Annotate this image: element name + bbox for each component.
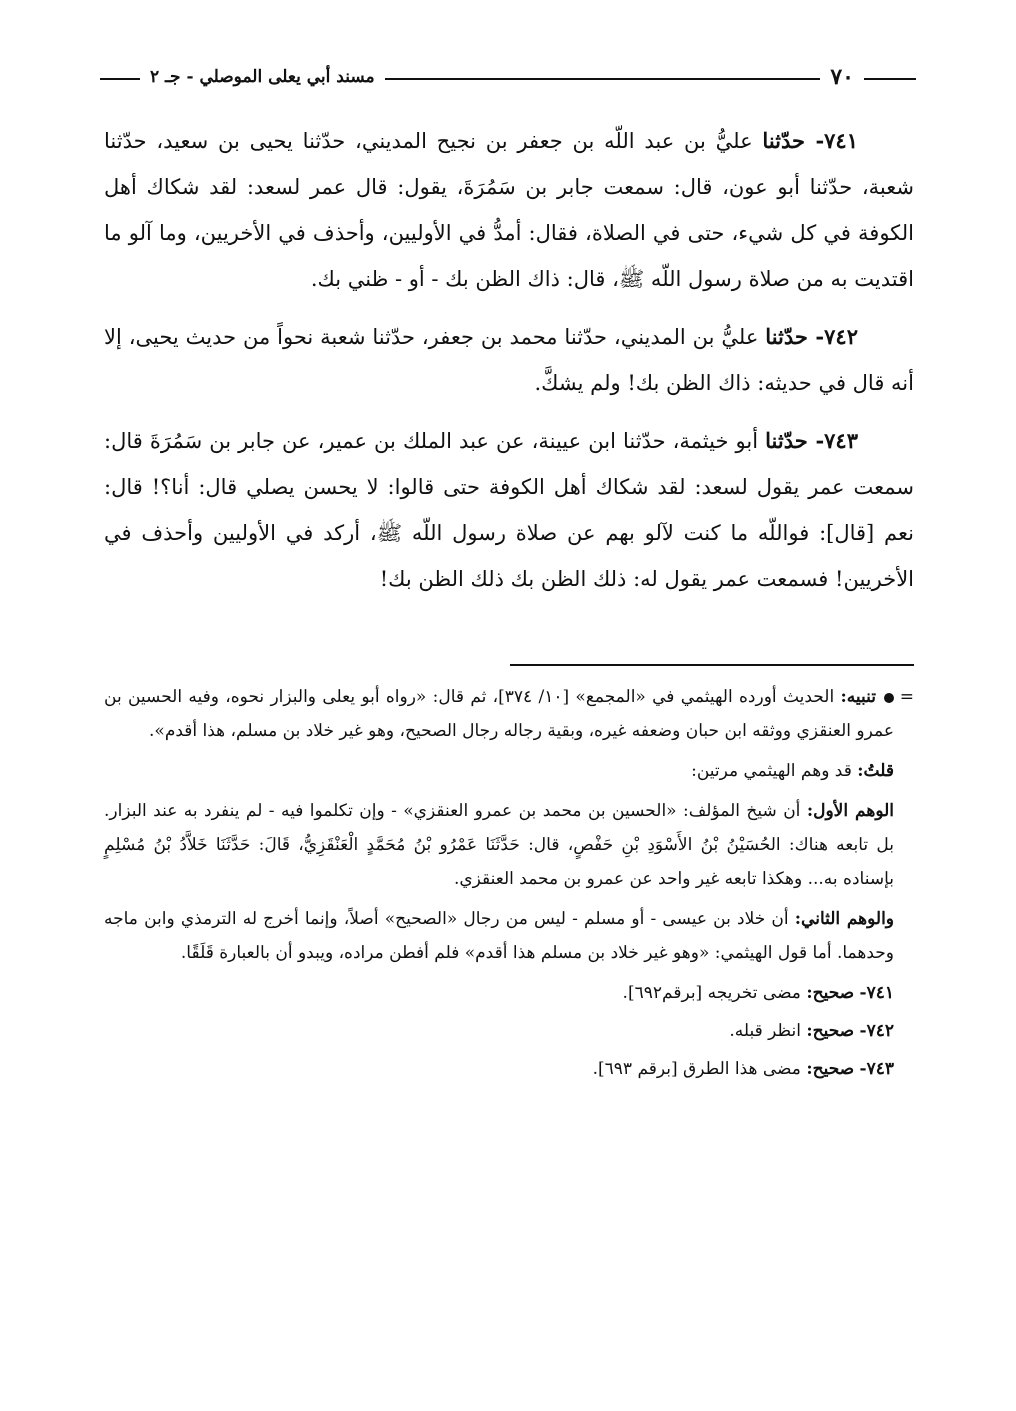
tanbih-text: الحديث أورده الهيثمي في «المجمع» [١٠/ ٣٧٤]، ثم قال: «رواه أبو يعلى والبزار نحوه، وفيه الحسين بن عمرو العنقزي ووثقه ابن حبان وضعفه غيره، وبقية رجاله رجال الصحيح، وهو غير خلاد بن مسلم، هذا أقدم». xyxy=(104,687,894,741)
grade-label: صحيح: xyxy=(806,1059,855,1079)
grade-number: ٧٤٢- xyxy=(859,1021,894,1041)
hadith-742: ٧٤٢- حدّثنا عليُّ بن المديني، حدّثنا محمد بن جعفر، حدّثنا شعبة نحواً من حديث يحيى، إلا أنه قال في حديثه: ذاك الظن بك! ولم يشكَّ. xyxy=(104,324,914,395)
wahm1-label: الوهم الأول: xyxy=(806,801,894,821)
wahm2-text: أن خلاد بن عيسى - أو مسلم - ليس من رجال «الصحيح» أصلاً، وإنما أخرج له الترمذي وابن ماجه وحدهما. أما قول الهيثمي: «وهو غير خلاد بن مسلم هذا أقدم» فلم أفطن مراده، ويبدو أن بالعبارة قَلَقًا. xyxy=(104,909,894,963)
hadith-743: ٧٤٣- حدّثنا أبو خيثمة، حدّثنا ابن عيينة، عن عبد الملك بن عمير، عن جابر بن سَمُرَةَ قال: سمعت عمر يقول لسعد: لقد شكاك أهل الكوفة حتى قالوا: لا يحسن يصلي قال: أنا؟! قال: نعم [قال]: فواللّه ما كنت لآلو بهم عن صلاة رسول اللّه ﷺ، أركد في الأوليين وأحذف في الأخريين! فسمعت عمر يقول له: ذلك الظن بك ذلك الظن بك! xyxy=(104,428,914,591)
hadith-number: ٧٤١ xyxy=(824,128,858,153)
tanbih-label: تنبيه: xyxy=(840,687,876,707)
hadith-body: أبو خيثمة، حدّثنا ابن عيينة، عن عبد الملك بن عمير، عن جابر بن سَمُرَةَ قال: سمعت عمر يقول لسعد: لقد شكاك أهل الكوفة حتى قالوا: لا يحسن يصلي قال: أنا؟! قال: نعم [قال]: فواللّه ما كنت لآلو بهم عن صلاة رسول اللّه ﷺ، أركد في الأوليين وأحذف في الأخريين! فسمعت عمر يقول له: ذلك الظن بك ذلك الظن بك! xyxy=(104,429,914,591)
grade-number: ٧٤٣- xyxy=(859,1059,894,1079)
bullet-icon xyxy=(884,693,894,703)
running-header xyxy=(100,56,916,96)
tanbih-note xyxy=(104,680,914,748)
footnote-rule xyxy=(510,664,914,666)
hadith-body: عليُّ بن عبد اللّه بن جعفر بن نجيح المديني، حدّثنا يحيى بن سعيد، حدّثنا شعبة، حدّثنا أبو عون، قال: سمعت جابر بن سَمُرَةَ، يقول: قال عمر لسعد: لقد شكاك أهل الكوفة في كل شيء، حتى في الصلاة، فقال: أمدُّ في الأوليين، وأحذف في الأخريين، وما آلو ما اقتديت به من صلاة رسول اللّه ﷺ، قال: ذاك الظن بك - أو - ظني بك. xyxy=(104,129,914,291)
grade-742 xyxy=(104,1014,894,1048)
hadith-lead: حدّثنا xyxy=(762,128,806,153)
hadith-741: ٧٤١- حدّثنا عليُّ بن عبد اللّه بن جعفر بن نجيح المديني، حدّثنا يحيى بن سعيد، حدّثنا شعبة، حدّثنا أبو عون، قال: سمعت جابر بن سَمُرَةَ، يقول: قال عمر لسعد: لقد شكاك أهل الكوفة في كل شيء، حتى في الصلاة، فقال: أمدُّ في الأوليين، وأحذف في الأخريين، وما آلو ما اقتديت به من صلاة رسول اللّه ﷺ، قال: ذاك الظن بك - أو - ظني بك. xyxy=(104,128,914,291)
grade-label: صحيح: xyxy=(806,983,855,1003)
hadith-lead: حدّثنا xyxy=(765,324,808,349)
grade-741 xyxy=(104,976,894,1010)
grade-text: مضى هذا الطرق [برقم ٦٩٣]. xyxy=(592,1059,801,1079)
book-title: مسند أبي يعلى الموصلي - جـ ٢ xyxy=(140,62,385,92)
hadith-text xyxy=(104,118,914,614)
page-number: ٧٠ xyxy=(820,62,864,92)
wahm1-note xyxy=(104,794,894,896)
hadith-number: ٧٤٢ xyxy=(824,324,858,349)
wahm2-label: والوهم الثاني: xyxy=(794,909,894,929)
grade-label: صحيح: xyxy=(806,1021,855,1041)
grade-number: ٧٤١- xyxy=(859,983,894,1003)
hadith-body: عليُّ بن المديني، حدّثنا محمد بن جعفر، حدّثنا شعبة نحواً من حديث يحيى، إلا أنه قال في حديثه: ذاك الظن بك! ولم يشكَّ. xyxy=(104,325,914,395)
qultu-text: قد وهم الهيثمي مرتين: xyxy=(691,761,852,781)
grade-743 xyxy=(104,1052,894,1086)
wahm2-note xyxy=(104,902,894,970)
qultu-note xyxy=(104,754,894,788)
continuation-mark: = xyxy=(899,687,914,707)
hadith-lead: حدّثنا xyxy=(765,428,808,453)
footnotes xyxy=(104,680,914,1090)
grade-text: مضى تخريجه [برقم٦٩٢]. xyxy=(622,983,801,1003)
qultu-label: قلتُ: xyxy=(857,761,894,781)
wahm1-text: أن شيخ المؤلف: «الحسين بن محمد بن عمرو العنقزي» - وإن تكلموا فيه - لم ينفرد به عند البزار. بل تابعه هناك: الحُسَيْنُ بْنُ الأَسْوَدِ بْنِ حَفْصٍ، قال: حَدَّثَنَا عَمْرُو بْنُ مُحَمَّدٍ الْعَنْقَزِيُّ، قَالَ: حَدَّثَنَا خَلاَّدُ بْنُ مُسْلِمٍ بإسناده به... وهكذا تابعه غير واحد عن عمرو بن محمد العنقزي. xyxy=(104,801,894,889)
hadith-number: ٧٤٣ xyxy=(824,428,858,453)
grade-text: انظر قبله. xyxy=(729,1021,801,1041)
